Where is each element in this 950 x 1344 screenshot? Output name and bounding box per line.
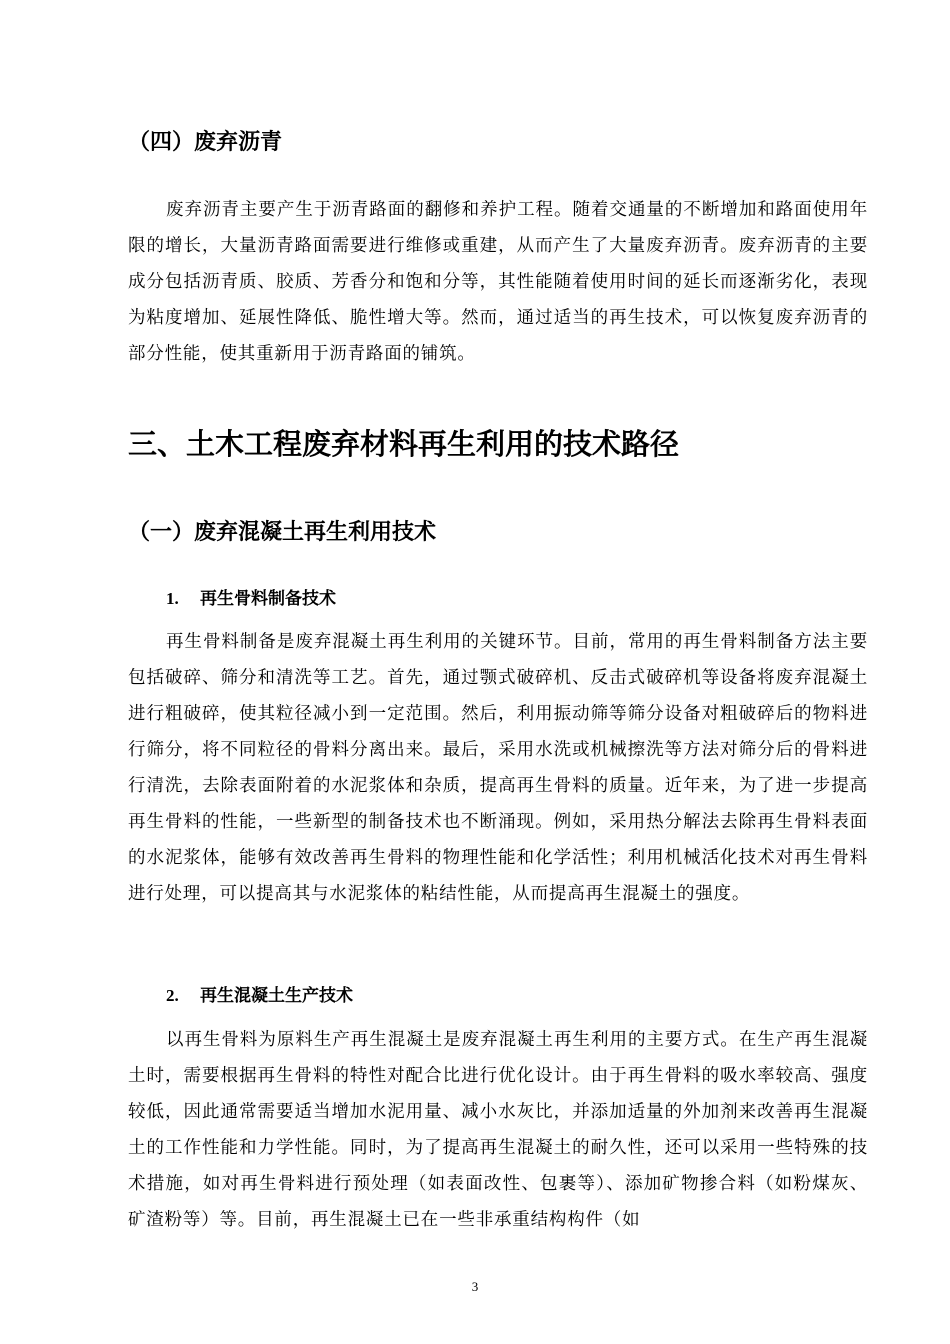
paragraph-asphalt: 废弃沥青主要产生于沥青路面的翻修和养护工程。随着交通量的不断增加和路面使用年限的增长，大量沥青路面需要进行维修或重建，从而产生了大量废弃沥青。废弃沥青的主要成分包括沥青质、胶质、芳香分和饱和分等，其性能随着使用时间的延长而逐渐劣化，表现为粘度增加、延展性降低、脆性增大等。然而，通过适当的再生技术，可以恢复废弃沥青的部分性能，使其重新用于沥青路面的铺筑。 [128, 200, 868, 364]
item-heading-recycled-concrete [166, 983, 353, 1009]
section-heading-concrete: （一）废弃混凝土再生利用技术 [128, 520, 437, 545]
item-title: 再生骨料制备技术 [200, 589, 336, 609]
section-heading-asphalt: （四）废弃沥青 [128, 130, 283, 155]
item-heading-recycled-aggregate [166, 586, 336, 612]
item-number: 1. [166, 589, 179, 608]
page-number: 3 [471, 1279, 479, 1294]
chapter-heading: 三、土木工程废弃材料再生利用的技术路径 [128, 427, 680, 461]
item-number: 2. [166, 986, 179, 1005]
paragraph-recycled-aggregate: 再生骨料制备是废弃混凝土再生利用的关键环节。目前，常用的再生骨料制备方法主要包括破碎、筛分和清洗等工艺。首先，通过颚式破碎机、反击式破碎机等设备将废弃混凝土进行粗破碎，使其粒径减小到一定范围。然后，利用振动筛等筛分设备对粗破碎后的物料进行筛分，将不同粒径的骨料分离出来。最后，采用水洗或机械擦洗等方法对筛分后的骨料进行清洗，去除表面附着的水泥浆体和杂质，提高再生骨料的质量。近年来，为了进一步提高再生骨料的性能，一些新型的制备技术也不断涌现。例如，采用热分解法去除再生骨料表面的水泥浆体，能够有效改善再生骨料的物理性能和化学活性；利用机械活化技术对再生骨料进行处理，可以提高其与水泥浆体的粘结性能，从而提高再生混凝土的强度。 [128, 632, 868, 904]
paragraph-recycled-concrete: 以再生骨料为原料生产再生混凝土是废弃混凝土再生利用的主要方式。在生产再生混凝土时，需要根据再生骨料的特性对配合比进行优化设计。由于再生骨料的吸水率较高、强度较低，因此通常需要适当增加水泥用量、减小水灰比，并添加适量的外加剂来改善再生混凝土的工作性能和力学性能。同时，为了提高再生混凝土的耐久性，还可以采用一些特殊的技术措施，如对再生骨料进行预处理（如表面改性、包裹等）、添加矿物掺合料（如粉煤灰、矿渣粉等）等。目前，再生混凝土已在一些非承重结构构件（如 [128, 1030, 868, 1230]
item-title: 再生混凝土生产技术 [200, 986, 353, 1006]
